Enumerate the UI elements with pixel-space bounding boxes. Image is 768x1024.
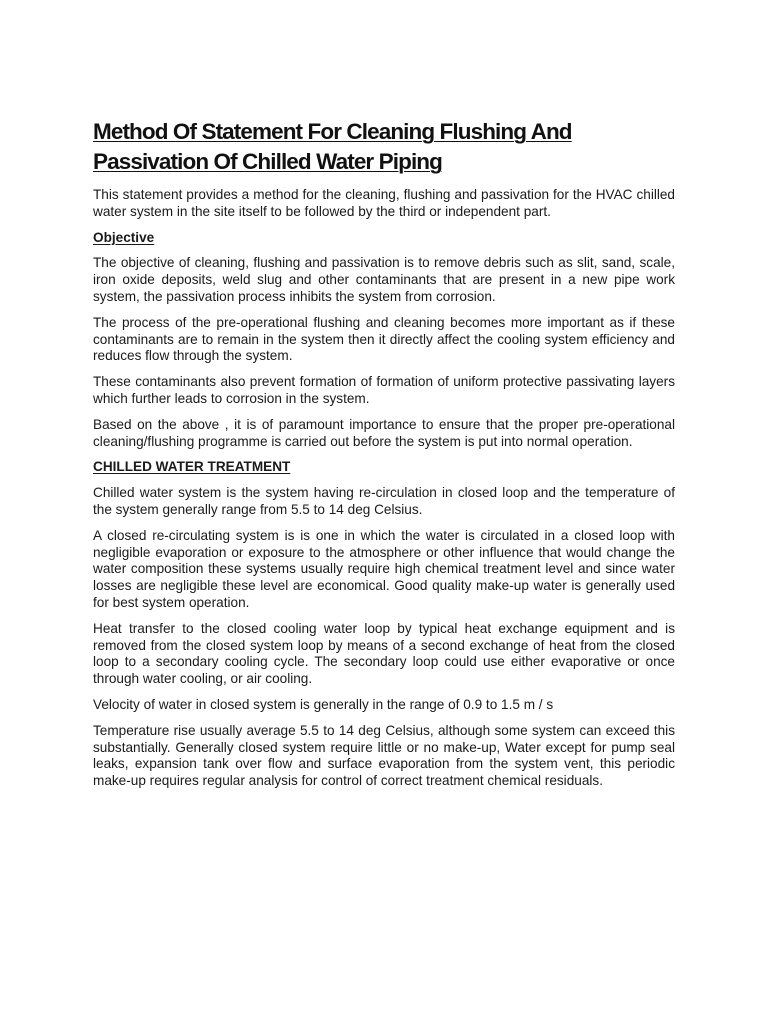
objective-paragraph-4: Based on the above , it is of paramount importance to ensure that the proper pre-operational cleaning/flushing programme is carried out before the system is put into normal operation. (93, 416, 675, 449)
objective-paragraph-2: The process of the pre-operational flushing and cleaning becomes more important as if these contaminants are to remain in the system then it directly affect the cooling system efficiency and reduces flow through the system. (93, 314, 675, 364)
treatment-paragraph-3: Heat transfer to the closed cooling water loop by typical heat exchange equipment and is removed from the closed system loop by means of a second exchange of heat from the closed loop to a secondary cooling cycle. The secondary loop could use either evaporative or once through water cooling, or air cooling. (93, 620, 675, 687)
chilled-water-treatment-section (93, 459, 675, 790)
treatment-paragraph-1: Chilled water system is the system having re-circulation in closed loop and the temperature of the system generally range from 5.5 to 14 deg Celsius. (93, 485, 675, 517)
objective-paragraph-3: These contaminants also prevent formation of formation of uniform protective passivating layers which further leads to corrosion in the system. (93, 374, 675, 406)
objective-heading: Objective (93, 229, 155, 245)
treatment-paragraph-5: Temperature rise usually average 5.5 to 14 deg Celsius, although some system can exceed this substantially. Generally closed system require little or no make-up, Water except for pump seal leaks, expansion tank over flow and surface evaporation from the system vent, this periodic make-up requires regular analysis for control of correct treatment chemical residuals. (93, 722, 675, 789)
document-title: Method Of Statement For Cleaning Flushing And Passivation Of Chilled Water Piping (93, 119, 572, 174)
intro-paragraph: This statement provides a method for the cleaning, flushing and passivation for the HVAC chilled water system in the site itself to be followed by the third or independent part. (93, 187, 675, 219)
document-page (93, 117, 675, 799)
treatment-paragraph-4: Velocity of water in closed system is generally in the range of 0.9 to 1.5 m / s (93, 696, 554, 712)
chilled-water-treatment-heading: CHILLED WATER TREATMENT (93, 459, 291, 475)
objective-section (93, 230, 675, 451)
objective-paragraph-1: The objective of cleaning, flushing and passivation is to remove debris such as slit, sand, scale, iron oxide deposits, weld slug and other contaminants that are present in a new pipe work system, the passivation process inhibits the system from corrosion. (93, 255, 675, 304)
treatment-paragraph-2: A closed re-circulating system is is one in which the water is circulated in a closed loop with negligible evaporation or exposure to the atmosphere or other influence that would change the water composition these systems usually require high chemical treatment level and since water losses are negligible these level are economical. Good quality make-up water is generally used for best system operation. (93, 527, 675, 610)
